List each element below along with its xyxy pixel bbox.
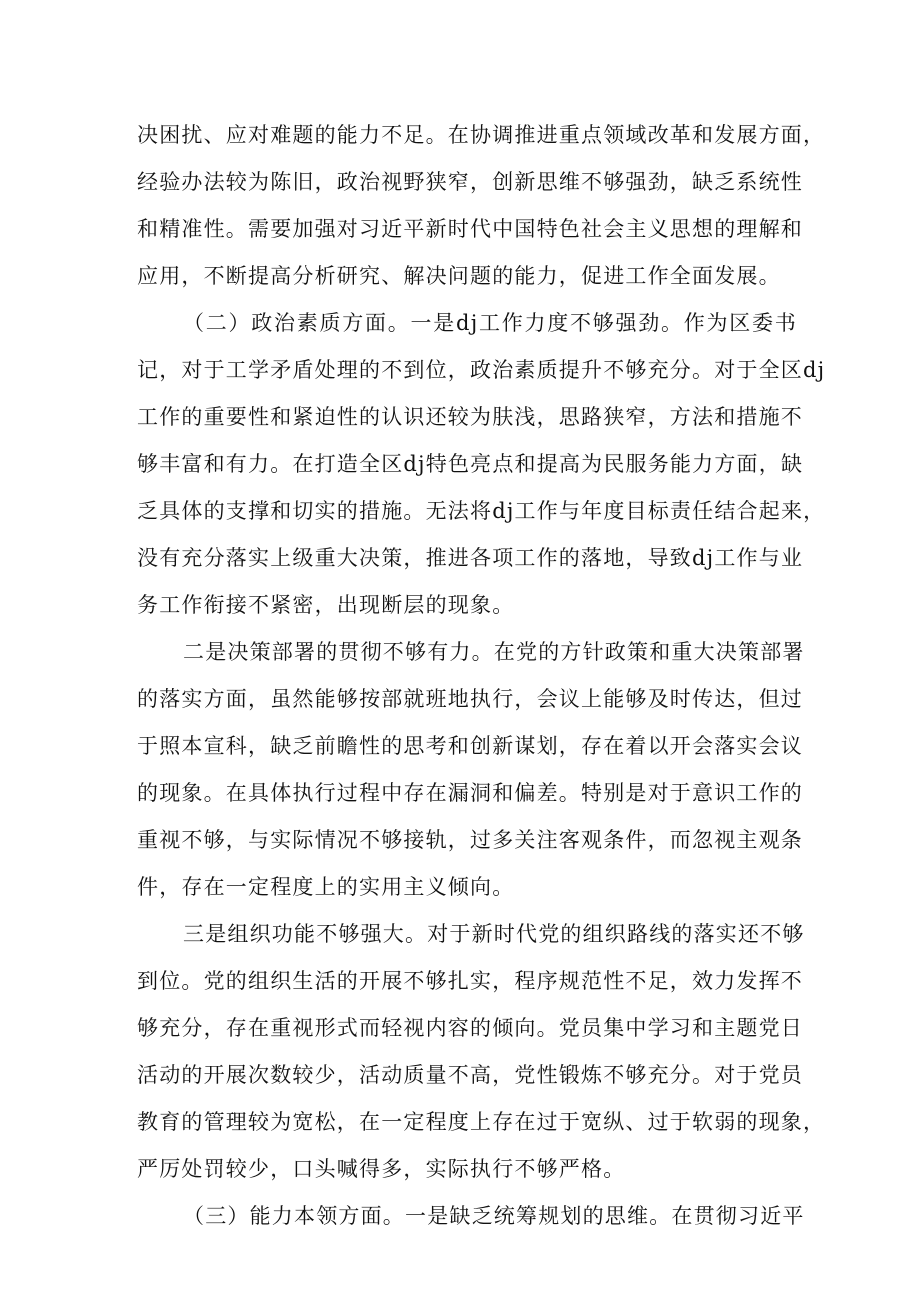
text-line: 于照本宣科，缺乏前瞻性的思考和创新谋划，存在着以开会落实会议 (137, 734, 803, 758)
text-line: 活动的开展次数较少，活动质量不高，党性锻炼不够充分。对于党员 (137, 1063, 803, 1087)
text-line: 没有充分落实上级重大决策，推进各项工作的落地，导致dj工作与业 (137, 546, 804, 570)
text-line: 到位。党的组织生活的开展不够扎实，程序规范性不足，效力发挥不 (137, 969, 803, 993)
text-line: 重视不够，与实际情况不够接轨，过多关注客观条件，而忽视主观条 (137, 828, 803, 852)
text-line: 件，存在一定程度上的实用主义倾向。 (137, 875, 515, 899)
text-line: 二是决策部署的贯彻不够有力。在党的方针政策和重大决策部署 (183, 640, 805, 664)
text-line: 够丰富和有力。在打造全区dj特色亮点和提高为民服务能力方面，缺 (137, 452, 804, 476)
text-line: 决困扰、应对难题的能力不足。在协调推进重点领域改革和发展方面， (137, 123, 826, 147)
section-heading-line: （二）政治素质方面。一是dj工作力度不够强劲。作为区委书 (183, 311, 797, 335)
document-body (137, 112, 826, 1240)
text-line: 记，对于工学矛盾处理的不到位，政治素质提升不够充分。对于全区dj (137, 358, 826, 382)
text-line: 严厉处罚较少，口头喊得多，实际执行不够严格。 (137, 1157, 626, 1181)
paragraph-political-quality (137, 300, 826, 629)
text-line: 的现象。在具体执行过程中存在漏洞和偏差。特别是对于意识工作的 (137, 781, 803, 805)
paragraph-ability-skills (137, 1193, 805, 1240)
text-line: 应用，不断提高分析研究、解决问题的能力，促进工作全面发展。 (137, 264, 781, 288)
text-line: 够充分，存在重视形式而轻视内容的倾向。党员集中学习和主题党日 (137, 1016, 803, 1040)
text-line: 教育的管理较为宽松，在一定程度上存在过于宽纵、过于软弱的现象， (137, 1110, 826, 1134)
paragraph-decision-implementation (137, 629, 805, 911)
text-line: 工作的重要性和紧迫性的认识还较为肤浅，思路狭窄，方法和措施不 (137, 405, 803, 429)
text-line: 三是组织功能不够强大。对于新时代党的组织路线的落实还不够 (183, 922, 805, 946)
text-line: 务工作衔接不紧密，出现断层的现象。 (137, 593, 515, 617)
section-heading-line: （三）能力本领方面。一是缺乏统筹规划的思维。在贯彻习近平 (183, 1204, 805, 1228)
text-line: 经验办法较为陈旧，政治视野狭窄，创新思维不够强劲，缺乏系统性 (137, 170, 803, 194)
text-line: 乏具体的支撑和切实的措施。无法将dj工作与年度目标责任结合起来， (137, 499, 826, 523)
text-line: 和精准性。需要加强对习近平新时代中国特色社会主义思想的理解和 (137, 217, 803, 241)
text-line: 的落实方面，虽然能够按部就班地执行，会议上能够及时传达，但过 (137, 687, 803, 711)
paragraph-capability-continuation (137, 112, 826, 300)
paragraph-organization-function (137, 911, 826, 1193)
